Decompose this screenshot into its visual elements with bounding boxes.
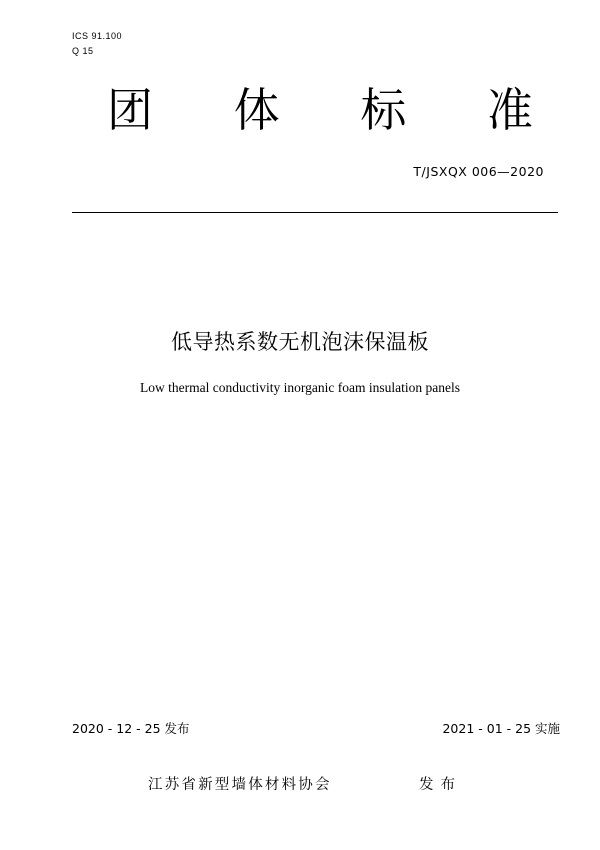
ics-code: ICS 91.100 bbox=[72, 31, 123, 41]
publisher-name: 江苏省新型墙体材料协会 bbox=[148, 777, 332, 793]
standard-number: T/JSXQX 006—2020 bbox=[413, 164, 544, 179]
document-title-chinese: 低导热系数无机泡沫保温板 bbox=[171, 330, 429, 354]
document-title-english: Low thermal conductivity inorganic foam insulation panels bbox=[140, 380, 460, 395]
publish-label: 发布 bbox=[419, 777, 462, 793]
ccs-code: Q 15 bbox=[72, 46, 94, 56]
issue-date: 2020 - 12 - 25 发布 bbox=[72, 721, 190, 736]
implementation-date: 2021 - 01 - 25 实施 bbox=[442, 721, 560, 736]
standard-type-heading bbox=[100, 80, 540, 140]
header-divider bbox=[72, 212, 558, 213]
standard-type-char: 标 bbox=[360, 83, 407, 137]
standard-type-char: 团 bbox=[107, 83, 153, 137]
standard-type-char: 体 bbox=[233, 83, 280, 137]
standard-type-char: 准 bbox=[486, 83, 533, 137]
